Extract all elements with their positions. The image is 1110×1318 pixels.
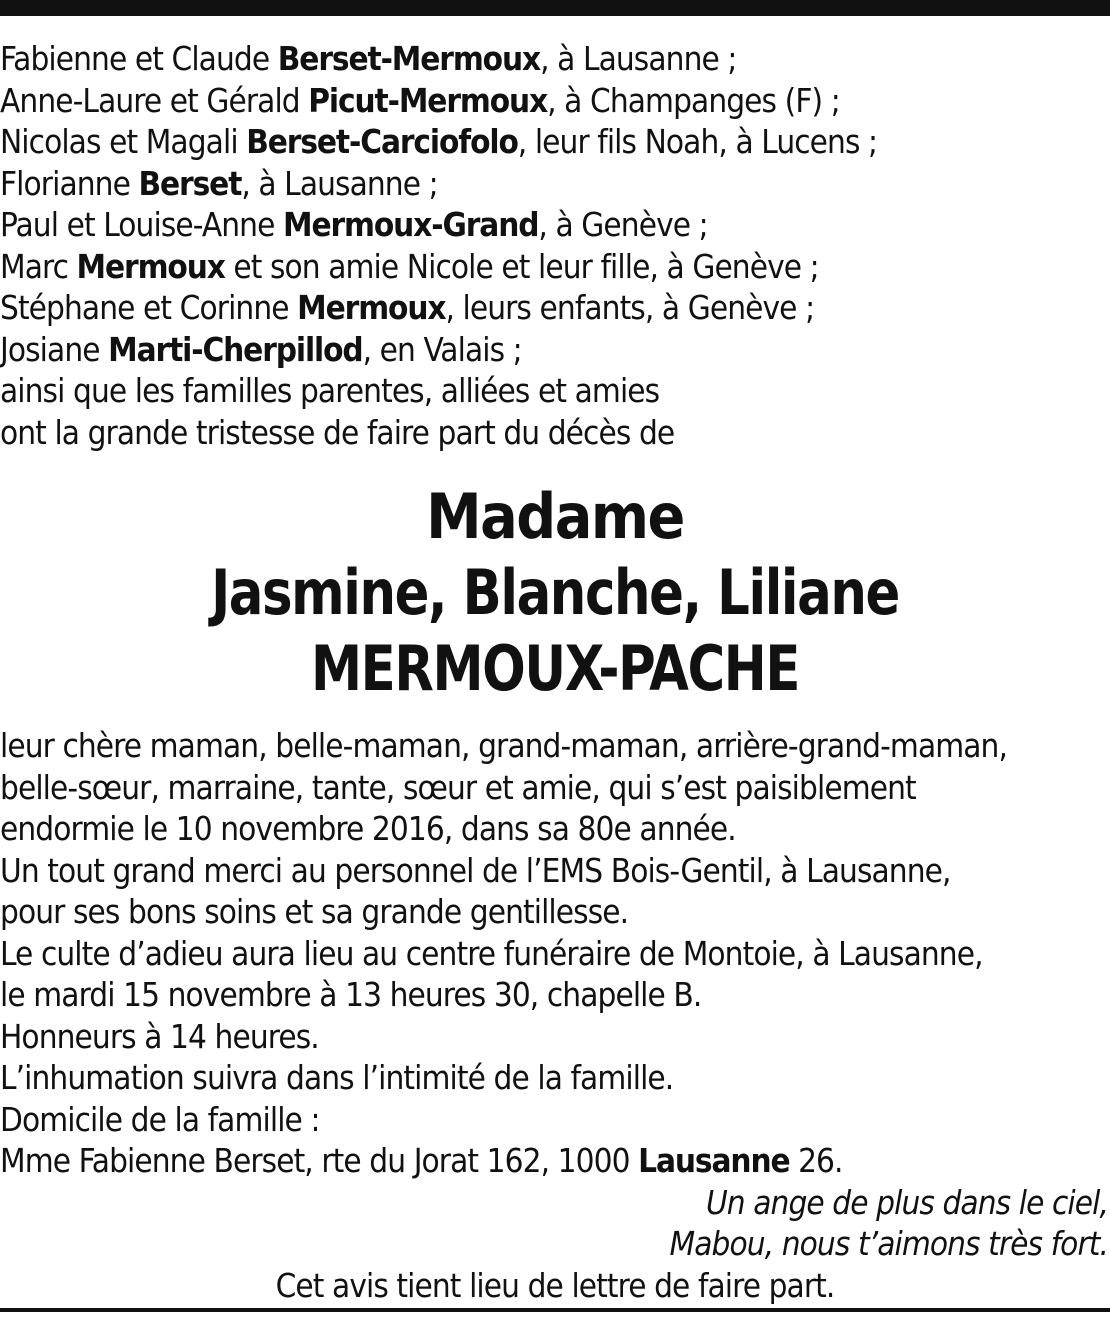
family-line: Nicolas et Magali Berset-Carciofolo, leur fils Noah, à Lucens ; xyxy=(0,122,878,161)
family-name: Picut-Mermoux xyxy=(308,80,548,120)
body-line: Le culte d’adieu aura lieu au centre funéraire de Montoie, à Lausanne, xyxy=(0,933,983,973)
deceased-surname: MERMOUX-PACHE xyxy=(310,632,800,705)
family-line: Stéphane et Corinne Mermoux, leurs enfants, à Genève ; xyxy=(0,288,815,327)
body-line: Un tout grand merci au personnel de l’EMS Bois-Gentil, à Lausanne, xyxy=(0,850,951,890)
family-name: Berset xyxy=(138,163,242,203)
address-city: Lausanne xyxy=(638,1141,790,1180)
bottom-rule xyxy=(0,1308,1110,1312)
top-rule xyxy=(0,0,1110,16)
intro-line: ont la grande tristesse de faire part du décès de xyxy=(0,412,675,452)
body-line: belle-sœur, marraine, tante, sœur et amie, qui s’est paisiblement xyxy=(0,767,916,807)
family-line: Marc Mermoux et son amie Nicole et leur fille, à Genève ; xyxy=(0,246,819,286)
family-line: Anne-Laure et Gérald Picut-Mermoux, à Champanges (F) ; xyxy=(0,80,840,120)
body-line: leur chère maman, belle-maman, grand-maman, arrière-grand-maman, xyxy=(0,726,1008,765)
family-line: Paul et Louise-Anne Mermoux-Grand, à Genève ; xyxy=(0,205,708,244)
body-line: pour ses bons soins et sa grande gentillesse. xyxy=(0,892,629,931)
deceased-name-block xyxy=(0,479,1110,707)
family-name: Berset-Mermoux xyxy=(277,39,541,78)
deceased-given-names: Jasmine, Blanche, Liliane xyxy=(211,556,899,629)
notice-body xyxy=(0,725,1110,1182)
family-name: Mermoux xyxy=(297,288,446,327)
intro-line: ainsi que les familles parentes, alliées et amies xyxy=(0,371,660,410)
closing-note: Cet avis tient lieu de lettre de faire part. xyxy=(275,1265,835,1305)
family-name: Mermoux-Grand xyxy=(283,205,539,244)
death-notice xyxy=(0,38,1110,1306)
family-line: Josiane Marti-Cherpillod, en Valais ; xyxy=(0,329,522,369)
quote-line: Mabou, nous t’aimons très fort. xyxy=(669,1224,1108,1263)
deceased-title: Madame xyxy=(426,480,684,553)
family-list xyxy=(0,38,1110,370)
body-line: L’inhumation suivra dans l’intimité de la famille. xyxy=(0,1058,674,1097)
body-line: le mardi 15 novembre à 13 heures 30, chapelle B. xyxy=(0,975,702,1014)
body-line: Domicile de la famille : xyxy=(0,1099,320,1139)
body-line: endormie le 10 novembre 2016, dans sa 80e année. xyxy=(0,809,736,848)
family-address: Mme Fabienne Berset, rte du Jorat 162, 1000 Lausanne 26. xyxy=(0,1141,843,1180)
body-line: Honneurs à 14 heures. xyxy=(0,1016,319,1056)
family-line: Florianne Berset, à Lausanne ; xyxy=(0,163,438,203)
quote-line: Un ange de plus dans le ciel, xyxy=(705,1182,1108,1222)
family-name: Mermoux xyxy=(76,246,225,286)
family-name: Marti-Cherpillod xyxy=(108,329,363,369)
family-name: Berset-Carciofolo xyxy=(246,122,518,161)
family-line: Fabienne et Claude Berset-Mermoux, à Lausanne ; xyxy=(0,39,737,78)
